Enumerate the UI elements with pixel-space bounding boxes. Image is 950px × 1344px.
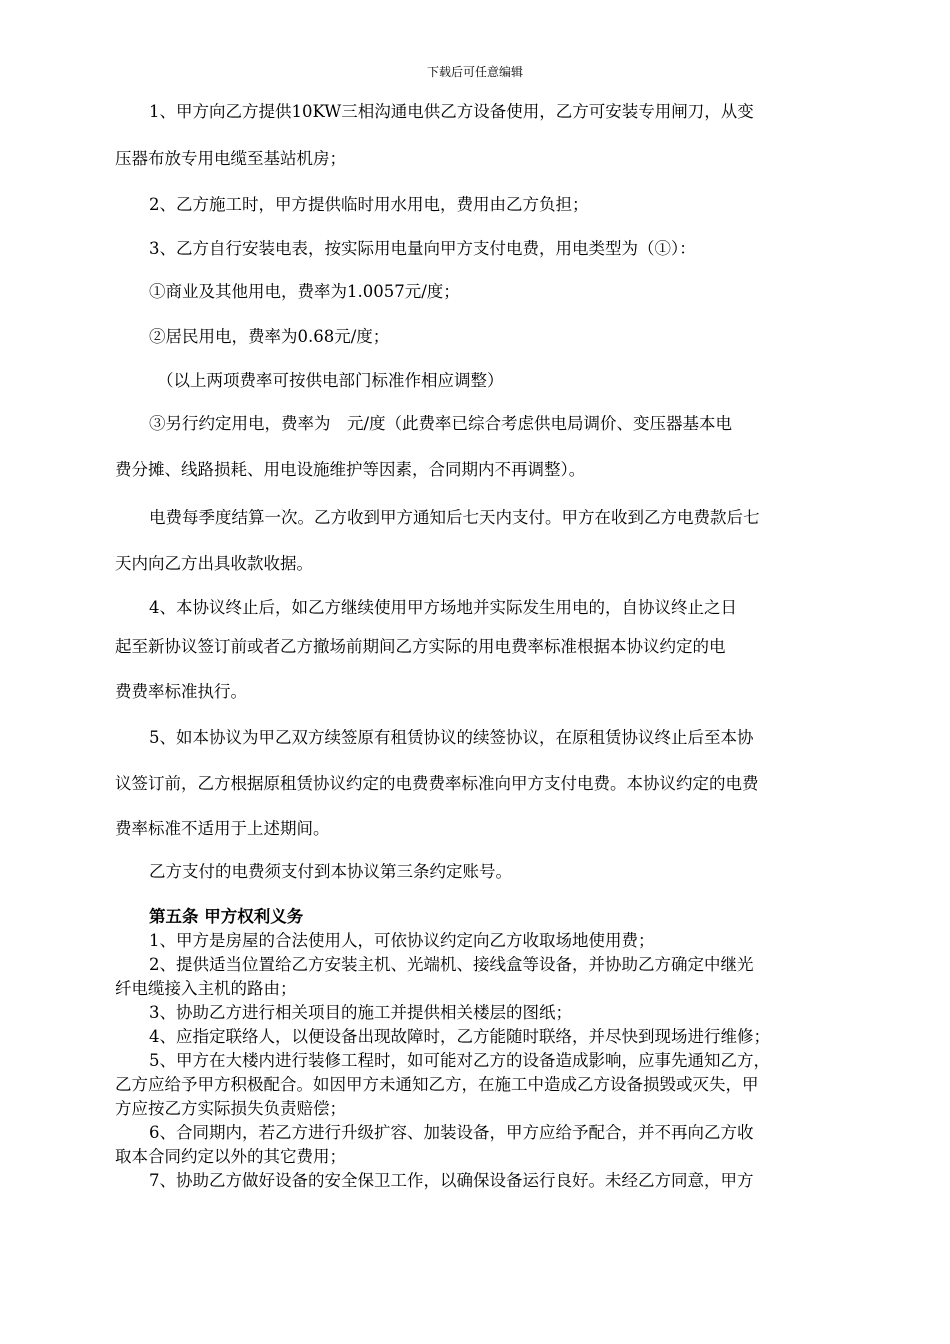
paragraph-line: ①商业及其他用电，费率为1.0057元/度； — [149, 282, 460, 301]
paragraph-line: 费率标准不适用于上述期间。 — [115, 819, 330, 838]
paragraph-line: 5、甲方在大楼内进行装修工程时，如可能对乙方的设备造成影响，应事先通知乙方， — [149, 1051, 770, 1070]
paragraph-line: 4、应指定联络人，以便设备出现故障时，乙方能随时联络，并尽快到现场进行维修； — [149, 1027, 770, 1046]
paragraph-line: 3、协助乙方进行相关项目的施工并提供相关楼层的图纸； — [149, 1003, 572, 1022]
paragraph-line: 议签订前，乙方根据原租赁协议约定的电费费率标准向甲方支付电费。本协议约定的电费 — [115, 774, 759, 793]
paragraph-line: 纤电缆接入主机的路由； — [115, 979, 297, 998]
paragraph-line: 取本合同约定以外的其它费用； — [115, 1147, 346, 1166]
paragraph-line: 3、乙方自行安装电表，按实际用电量向甲方支付电费，用电类型为（①）： — [149, 239, 696, 258]
paragraph-line: 5、如本协议为甲乙双方续签原有租赁协议的续签协议，在原租赁协议终止后至本协 — [149, 728, 754, 747]
paragraph-line: 费费率标准执行。 — [115, 682, 247, 701]
paragraph-line: 乙方支付的电费须支付到本协议第三条约定账号。 — [149, 862, 512, 881]
paragraph-line: 起至新协议签订前或者乙方撤场前期间乙方实际的用电费率标准根据本协议约定的电 — [115, 637, 726, 656]
paragraph-line: 2、乙方施工时，甲方提供临时用水用电，费用由乙方负担； — [149, 195, 589, 214]
paragraph-line: 天内向乙方出具收款收据。 — [115, 554, 313, 573]
paragraph-line: ③另行约定用电，费率为 元/度（此费率已综合考虑供电局调价、变压器基本电 — [149, 414, 733, 433]
paragraph-line: 7、协助乙方做好设备的安全保卫工作，以确保设备运行良好。未经乙方同意，甲方 — [149, 1171, 754, 1190]
paragraph-line: 方应按乙方实际损失负责赔偿； — [115, 1099, 346, 1118]
paragraph-line: 1、甲方向乙方提供10KW三相沟通电供乙方设备使用，乙方可安装专用闸刀，从变 — [149, 102, 754, 121]
page-header: 下载后可任意编辑 — [426, 65, 523, 79]
paragraph-line: 乙方应给予甲方积极配合。如因甲方未通知乙方，在施工中造成乙方设备损毁或灭失，甲 — [115, 1075, 759, 1094]
paragraph-line: 4、本协议终止后，如乙方继续使用甲方场地并实际发生用电的，自协议终止之日 — [149, 598, 737, 617]
paragraph-line: 电费每季度结算一次。乙方收到甲方通知后七天内支付。甲方在收到乙方电费款后七 — [149, 508, 760, 527]
paragraph-line: 6、合同期内，若乙方进行升级扩容、加装设备，甲方应给予配合，并不再向乙方收 — [149, 1123, 754, 1142]
paragraph-line: ②居民用电，费率为0.68元/度； — [149, 327, 390, 346]
paragraph-line: 1、甲方是房屋的合法使用人，可依协议约定向乙方收取场地使用费； — [149, 931, 655, 950]
paragraph-line: （以上两项费率可按供电部门标准作相应调整） — [157, 371, 504, 390]
paragraph-line: 费分摊、线路损耗、用电设施维护等因素，合同期内不再调整）。 — [115, 460, 586, 479]
section-heading: 第五条 甲方权利义务 — [149, 907, 304, 926]
paragraph-line: 压器布放专用电缆至基站机房； — [115, 149, 346, 168]
paragraph-line: 2、提供适当位置给乙方安装主机、光端机、接线盒等设备，并协助乙方确定中继光 — [149, 955, 754, 974]
